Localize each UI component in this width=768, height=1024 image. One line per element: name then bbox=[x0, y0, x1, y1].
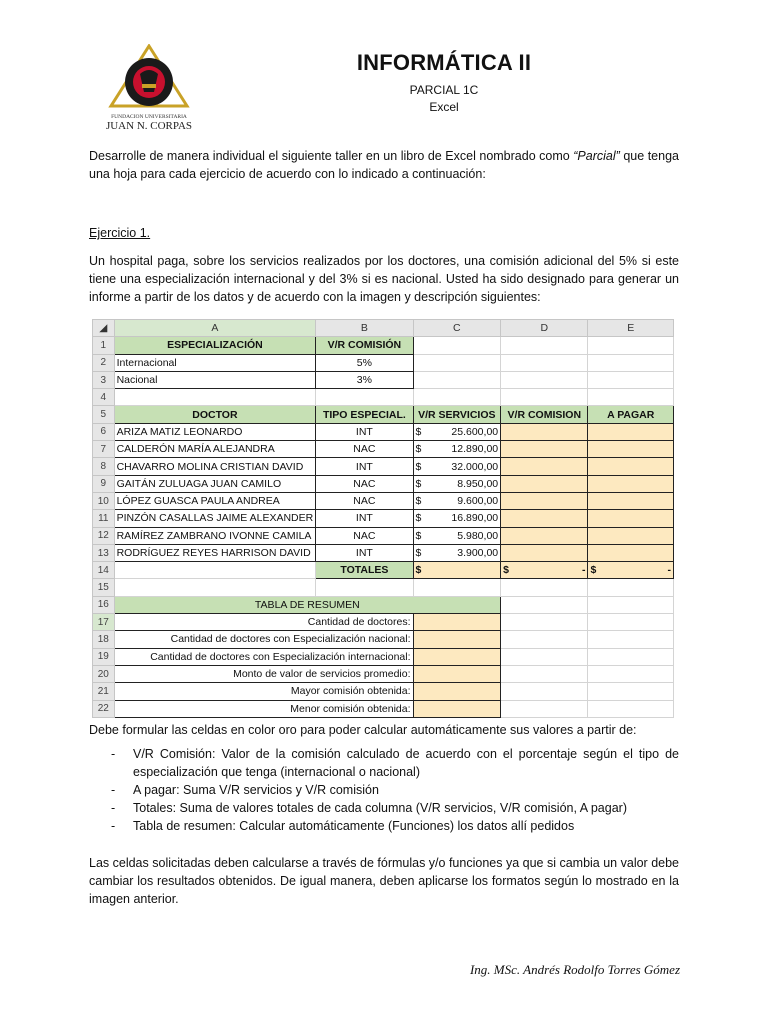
cell[interactable] bbox=[588, 614, 674, 631]
list-item: - Tabla de resumen: Calcular automáticamente (Funciones) los datos allí pedidos bbox=[89, 817, 679, 835]
cell[interactable] bbox=[413, 579, 501, 596]
cell[interactable] bbox=[316, 579, 413, 596]
service-value: 5.980,00 bbox=[457, 529, 499, 542]
column-header-row bbox=[93, 320, 674, 337]
cell[interactable]: Internacional bbox=[114, 354, 316, 371]
cell[interactable] bbox=[501, 579, 588, 596]
cell[interactable] bbox=[413, 700, 501, 717]
cell[interactable] bbox=[413, 527, 501, 544]
row-header[interactable]: 8 bbox=[93, 458, 115, 475]
cell[interactable] bbox=[588, 631, 674, 648]
currency-symbol: $ bbox=[415, 495, 422, 508]
cell[interactable]: INT bbox=[316, 423, 413, 440]
table-row bbox=[93, 562, 674, 579]
cell[interactable] bbox=[501, 648, 588, 665]
cell[interactable]: NAC bbox=[316, 492, 413, 509]
table-row bbox=[93, 475, 674, 492]
cell[interactable] bbox=[413, 631, 501, 648]
cell[interactable] bbox=[588, 337, 674, 354]
table-row bbox=[93, 544, 674, 561]
row-header[interactable]: 18 bbox=[93, 631, 115, 648]
cell[interactable] bbox=[588, 389, 674, 406]
row-header[interactable]: 9 bbox=[93, 475, 115, 492]
cell[interactable] bbox=[501, 700, 588, 717]
cell[interactable] bbox=[588, 544, 674, 561]
cell[interactable] bbox=[501, 337, 588, 354]
summary-label[interactable]: Mayor comisión obtenida: bbox=[114, 683, 413, 700]
row-header[interactable]: 14 bbox=[93, 562, 115, 579]
row-header[interactable]: 17 bbox=[93, 614, 115, 631]
row-header[interactable]: 15 bbox=[93, 579, 115, 596]
cell[interactable]: TIPO ESPECIAL. bbox=[316, 406, 413, 423]
corpas-emblem-icon bbox=[92, 44, 207, 132]
logo-text-line2: JUAN N. CORPAS bbox=[105, 120, 193, 132]
cell[interactable]: A PAGAR bbox=[588, 406, 674, 423]
cell[interactable]: CHAVARRO MOLINA CRISTIAN DAVID bbox=[114, 458, 316, 475]
cell[interactable] bbox=[501, 544, 588, 561]
cell[interactable] bbox=[501, 389, 588, 406]
table-row bbox=[93, 665, 674, 682]
cell[interactable]: V/R SERVICIOS bbox=[413, 406, 501, 423]
intro-paragraph bbox=[89, 147, 679, 183]
logo-text-line1: FUNDACION UNIVERSITARIA bbox=[111, 114, 187, 120]
exercise-title: Ejercicio 1. bbox=[89, 226, 151, 240]
currency-symbol: $ bbox=[415, 443, 422, 456]
cell[interactable] bbox=[501, 441, 588, 458]
currency-symbol: $ bbox=[415, 477, 422, 490]
currency-symbol: $ bbox=[415, 425, 422, 438]
cell[interactable] bbox=[588, 700, 674, 717]
cell[interactable]: CALDERÓN MARÍA ALEJANDRA bbox=[114, 441, 316, 458]
cell[interactable] bbox=[501, 562, 588, 579]
cell[interactable] bbox=[501, 458, 588, 475]
cell[interactable]: Nacional bbox=[114, 371, 316, 388]
cell[interactable] bbox=[413, 354, 501, 371]
summary-label[interactable]: Monto de valor de servicios promedio: bbox=[114, 665, 413, 682]
page-subtitle: PARCIAL 1C bbox=[409, 83, 479, 97]
cell[interactable] bbox=[413, 510, 501, 527]
page-title: INFORMÁTICA II bbox=[356, 50, 532, 75]
cell[interactable]: 3% bbox=[316, 371, 413, 388]
row-header[interactable]: 7 bbox=[93, 441, 115, 458]
list-item: - V/R Comisión: Valor de la comisión calculado de acuerdo con el porcentaje según el tipo de especialización que tenga (internacional o nacional) bbox=[89, 745, 679, 781]
cell[interactable] bbox=[588, 475, 674, 492]
spreadsheet bbox=[92, 319, 674, 715]
select-all-corner[interactable]: ◢ bbox=[93, 320, 115, 337]
cell[interactable] bbox=[501, 683, 588, 700]
cell[interactable] bbox=[501, 614, 588, 631]
formula-note: Debe formular las celdas en color oro para poder calcular automáticamente sus valores a partir de: bbox=[89, 723, 637, 737]
table-row bbox=[93, 337, 674, 354]
row-header[interactable]: 6 bbox=[93, 423, 115, 440]
table-row bbox=[93, 700, 674, 717]
currency-symbol: $ bbox=[503, 564, 509, 577]
row-header[interactable]: 21 bbox=[93, 683, 115, 700]
page-subject: Excel bbox=[429, 100, 459, 114]
cell[interactable] bbox=[413, 544, 501, 561]
cell[interactable]: GAITÁN ZULUAGA JUAN CAMILO bbox=[114, 475, 316, 492]
cell[interactable] bbox=[413, 665, 501, 682]
requirements-list bbox=[89, 745, 679, 835]
table-row bbox=[93, 423, 674, 440]
table-row bbox=[93, 371, 674, 388]
table-row bbox=[93, 579, 674, 596]
cell[interactable] bbox=[588, 423, 674, 440]
currency-symbol: $ bbox=[415, 512, 422, 525]
service-value: 32.000,00 bbox=[451, 460, 499, 473]
cell[interactable] bbox=[413, 614, 501, 631]
table-row bbox=[93, 614, 674, 631]
cell[interactable] bbox=[588, 371, 674, 388]
total-placeholder: - bbox=[667, 564, 671, 577]
service-value: 16.890,00 bbox=[451, 512, 499, 525]
cell[interactable] bbox=[114, 389, 316, 406]
cell[interactable] bbox=[501, 423, 588, 440]
table-row bbox=[93, 458, 674, 475]
cell[interactable] bbox=[501, 354, 588, 371]
cell[interactable] bbox=[588, 510, 674, 527]
cell[interactable]: PINZÓN CASALLAS JAIME ALEXANDER bbox=[114, 510, 316, 527]
cell[interactable] bbox=[588, 579, 674, 596]
intro-text-after: que tenga una hoja para cada ejercicio de acuerdo con lo indicado a continuación: bbox=[89, 149, 679, 181]
author-signature: Ing. MSc. Andrés Rodolfo Torres Gómez bbox=[469, 962, 680, 977]
summary-label[interactable]: Cantidad de doctores: bbox=[114, 614, 413, 631]
cell[interactable]: INT bbox=[316, 510, 413, 527]
cell[interactable] bbox=[316, 389, 413, 406]
cell[interactable]: NAC bbox=[316, 527, 413, 544]
cell[interactable]: RODRÍGUEZ REYES HARRISON DAVID bbox=[114, 544, 316, 561]
table-row bbox=[93, 596, 674, 613]
cell[interactable]: DOCTOR bbox=[114, 406, 316, 423]
row-header[interactable]: 13 bbox=[93, 544, 115, 561]
summary-label[interactable]: Cantidad de doctores con Especialización nacional: bbox=[114, 631, 413, 648]
cell[interactable] bbox=[501, 371, 588, 388]
row-header[interactable]: 20 bbox=[93, 665, 115, 682]
totals-label[interactable]: TOTALES bbox=[316, 562, 413, 579]
cell[interactable]: ESPECIALIZACIÓN bbox=[114, 337, 316, 354]
row-header[interactable]: 11 bbox=[93, 510, 115, 527]
cell[interactable] bbox=[501, 527, 588, 544]
cell[interactable] bbox=[114, 579, 316, 596]
cell[interactable] bbox=[413, 475, 501, 492]
cell[interactable] bbox=[501, 492, 588, 509]
currency-symbol: $ bbox=[415, 564, 422, 577]
summary-label[interactable]: Menor comisión obtenida: bbox=[114, 700, 413, 717]
table-row bbox=[93, 441, 674, 458]
currency-symbol: $ bbox=[590, 564, 597, 577]
cell[interactable] bbox=[501, 665, 588, 682]
list-item: - A pagar: Suma V/R servicios y V/R comisión bbox=[89, 781, 679, 799]
cell[interactable]: LÓPEZ GUASCA PAULA ANDREA bbox=[114, 492, 316, 509]
column-header[interactable]: A bbox=[114, 320, 316, 337]
service-value: 8.950,00 bbox=[457, 477, 499, 490]
column-header[interactable]: D bbox=[501, 320, 588, 337]
row-header[interactable]: 22 bbox=[93, 700, 115, 717]
intro-quoted-name: “Parcial” bbox=[573, 149, 620, 163]
closing-paragraph: Las celdas solicitadas deben calcularse a través de fórmulas y/o funciones ya que si cambia un valor debe cambiar los resultados obtenidos. De igual manera, deben aplicarse los formatos según lo mostrado en la imagen anterior. bbox=[89, 856, 679, 906]
total-placeholder: - bbox=[581, 564, 586, 577]
summary-title[interactable]: TABLA DE RESUMEN bbox=[114, 596, 501, 613]
cell[interactable] bbox=[114, 562, 316, 579]
cell[interactable] bbox=[413, 458, 501, 475]
cell[interactable]: V/R COMISIÓN bbox=[316, 337, 413, 354]
cell[interactable] bbox=[413, 492, 501, 509]
cell[interactable] bbox=[588, 354, 674, 371]
cell[interactable] bbox=[413, 389, 501, 406]
service-value: 25.600,00 bbox=[451, 425, 499, 438]
column-header[interactable]: E bbox=[588, 320, 674, 337]
cell[interactable] bbox=[588, 441, 674, 458]
intro-text-before: Desarrolle de manera individual el siguiente taller en un libro de Excel nombrado como bbox=[89, 149, 574, 163]
table-row bbox=[93, 510, 674, 527]
table-row bbox=[93, 389, 674, 406]
cell[interactable] bbox=[588, 562, 674, 579]
table-row bbox=[93, 492, 674, 509]
cell[interactable] bbox=[413, 371, 501, 388]
row-header[interactable]: 12 bbox=[93, 527, 115, 544]
cell[interactable] bbox=[413, 562, 501, 579]
cell[interactable] bbox=[588, 527, 674, 544]
cell[interactable] bbox=[588, 683, 674, 700]
cell[interactable] bbox=[501, 631, 588, 648]
list-item: - Totales: Suma de valores totales de cada columna (V/R servicios, V/R comisión, A pagar) bbox=[89, 799, 679, 817]
row-header[interactable]: 19 bbox=[93, 648, 115, 665]
service-value: 9.600,00 bbox=[457, 495, 499, 508]
currency-symbol: $ bbox=[415, 529, 422, 542]
cell[interactable]: NAC bbox=[316, 475, 413, 492]
cell[interactable] bbox=[588, 492, 674, 509]
row-header[interactable]: 3 bbox=[93, 371, 115, 388]
service-value: 12.890,00 bbox=[451, 443, 499, 456]
table-row bbox=[93, 631, 674, 648]
row-header[interactable]: 2 bbox=[93, 354, 115, 371]
table-row bbox=[93, 683, 674, 700]
cell[interactable] bbox=[413, 683, 501, 700]
cell[interactable] bbox=[413, 337, 501, 354]
summary-label[interactable]: Cantidad de doctores con Especialización internacional: bbox=[114, 648, 413, 665]
cell[interactable]: INT bbox=[316, 458, 413, 475]
column-header[interactable]: B bbox=[316, 320, 413, 337]
cell[interactable]: NAC bbox=[316, 441, 413, 458]
cell[interactable]: RAMÍREZ ZAMBRANO IVONNE CAMILA bbox=[114, 527, 316, 544]
cell[interactable]: 5% bbox=[316, 354, 413, 371]
spreadsheet-grid bbox=[92, 319, 674, 718]
column-header[interactable]: C bbox=[413, 320, 501, 337]
cell[interactable] bbox=[413, 648, 501, 665]
currency-symbol: $ bbox=[415, 547, 422, 559]
cell[interactable] bbox=[588, 648, 674, 665]
cell[interactable] bbox=[501, 475, 588, 492]
university-logo bbox=[92, 44, 207, 132]
cell[interactable] bbox=[588, 596, 674, 613]
cell[interactable] bbox=[413, 423, 501, 440]
row-header[interactable]: 16 bbox=[93, 596, 115, 613]
table-row bbox=[93, 648, 674, 665]
table-row bbox=[93, 527, 674, 544]
table-row bbox=[93, 354, 674, 371]
cell[interactable]: INT bbox=[316, 544, 413, 561]
cell[interactable] bbox=[588, 458, 674, 475]
cell[interactable] bbox=[413, 441, 501, 458]
cell[interactable]: ARIZA MATIZ LEONARDO bbox=[114, 423, 316, 440]
table-row bbox=[93, 406, 674, 423]
cell[interactable]: V/R COMISION bbox=[501, 406, 588, 423]
row-header[interactable]: 4 bbox=[93, 389, 115, 406]
cell[interactable] bbox=[501, 596, 588, 613]
row-header[interactable]: 5 bbox=[93, 406, 115, 423]
cell[interactable] bbox=[588, 665, 674, 682]
currency-symbol: $ bbox=[415, 460, 422, 473]
service-value: 3.900,00 bbox=[457, 547, 499, 559]
exercise-description: Un hospital paga, sobre los servicios realizados por los doctores, una comisión adicional del 5% si este tiene una especialización internacional y del 3% si es nacional. Usted ha sido designado para generar un informe a partir de los datos y de acuerdo con la imagen y descripción siguientes: bbox=[89, 254, 679, 304]
cell[interactable] bbox=[501, 510, 588, 527]
row-header[interactable]: 1 bbox=[93, 337, 115, 354]
row-header[interactable]: 10 bbox=[93, 492, 115, 509]
